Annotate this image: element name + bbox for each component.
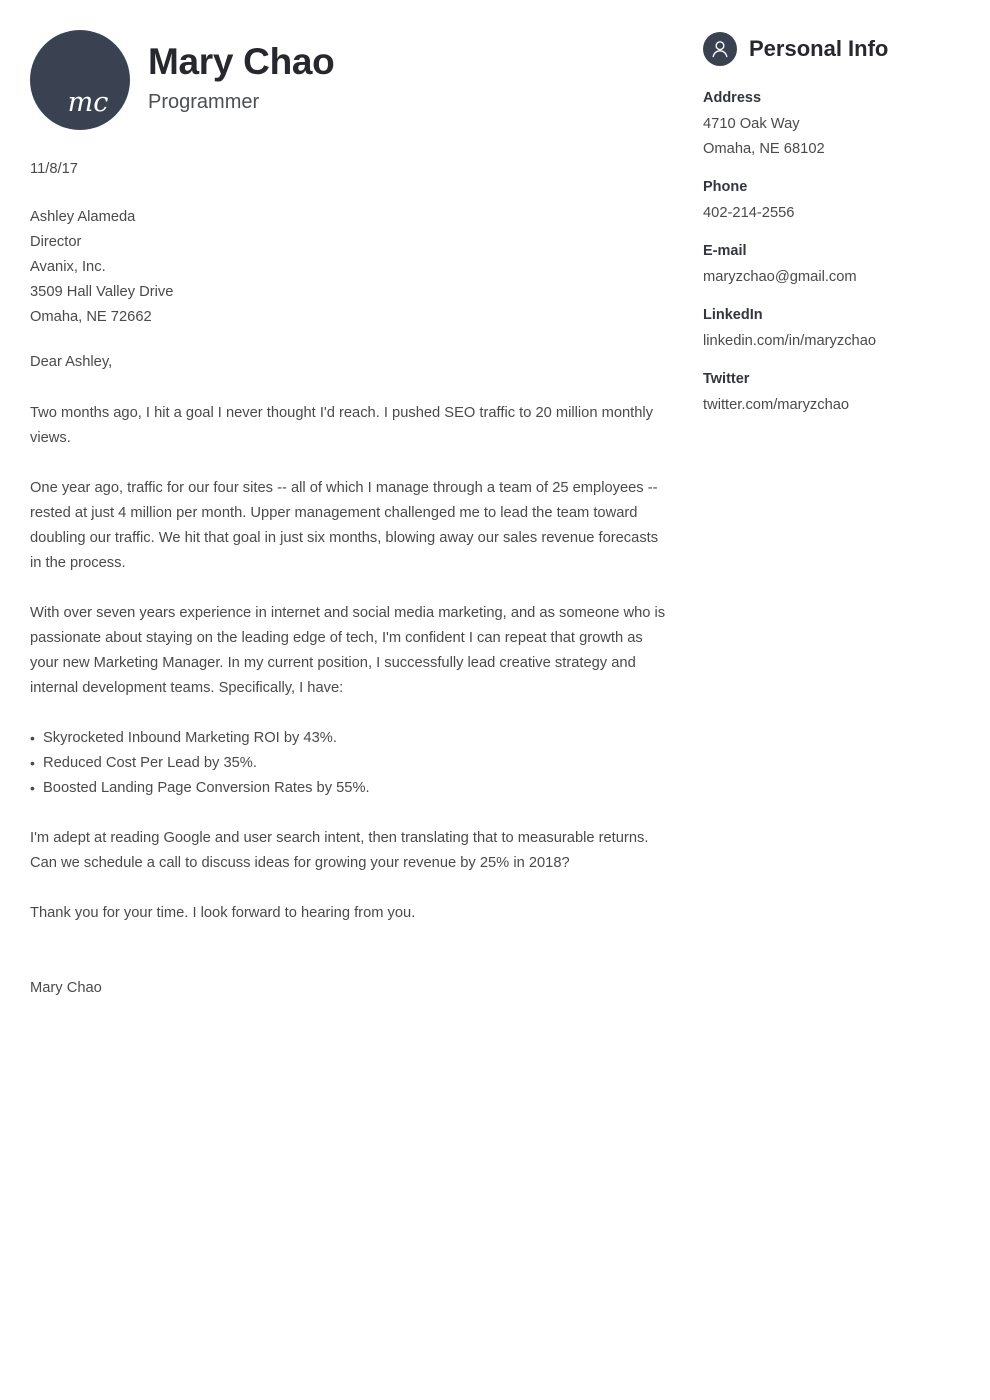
recipient-line: Ashley Alameda [30, 209, 136, 225]
info-value[interactable]: maryzchao@gmail.com [703, 269, 857, 285]
info-group-phone [703, 177, 963, 226]
recipient-line: Omaha, NE 72662 [30, 309, 152, 325]
recipient-line: Avanix, Inc. [30, 259, 106, 275]
info-label: Phone [703, 179, 748, 195]
person-icon [703, 32, 737, 66]
job-title: Programmer [148, 91, 260, 114]
header-text-block [148, 40, 335, 118]
info-group-address [703, 88, 963, 162]
body-paragraph: Two months ago, I hit a goal I never thought I'd reach. I pushed SEO traffic to 20 million monthly views. [30, 405, 654, 446]
closing-paragraph: I'm adept at reading Google and user search intent, then translating that to measurable returns. Can we schedule a call to discuss ideas for growing your revenue by 25% in 2018? [30, 830, 649, 871]
closing-paragraph: Thank you for your time. I look forward to hearing from you. [30, 905, 416, 921]
body-paragraph: With over seven years experience in internet and social media marketing, and as someone who is passionate about staying on the leading edge of tech, I'm confident I can repeat that growth as your new Marketing Manager. In my current position, I successfully lead creative strategy and internal development teams. Specifically, I have: [30, 605, 666, 696]
info-label: Twitter [703, 371, 750, 387]
recipient-block [30, 205, 670, 330]
list-item: • Skyrocketed Inbound Marketing ROI by 43%. [30, 726, 670, 751]
info-value[interactable]: linkedin.com/in/maryzchao [703, 333, 877, 349]
recipient-line: 3509 Hall Valley Drive [30, 284, 174, 300]
personal-info-sidebar [703, 32, 963, 433]
avatar-monogram: mc [67, 87, 109, 118]
recipient-line: Director [30, 234, 82, 250]
info-group-email [703, 241, 963, 290]
letter-body [30, 157, 670, 1001]
achievements-list [30, 726, 670, 801]
info-label: LinkedIn [703, 307, 763, 323]
page-title: Mary Chao [148, 40, 335, 82]
info-group-twitter [703, 369, 963, 418]
info-group-linkedin [703, 305, 963, 354]
info-label: Address [703, 90, 762, 106]
salutation: Dear Ashley, [30, 354, 113, 370]
sidebar-title: Personal Info [749, 36, 889, 61]
info-value: Omaha, NE 68102 [703, 141, 825, 157]
info-value[interactable]: twitter.com/maryzchao [703, 397, 850, 413]
info-value[interactable]: 402-214-2556 [703, 205, 795, 221]
info-value: 4710 Oak Way [703, 116, 800, 132]
list-item: • Reduced Cost Per Lead by 35%. [30, 751, 670, 776]
avatar [30, 30, 130, 130]
signature: Mary Chao [30, 980, 102, 996]
sidebar-header [703, 32, 963, 66]
list-item: • Boosted Landing Page Conversion Rates by 55%. [30, 776, 670, 801]
letter-date: 11/8/17 [30, 161, 78, 177]
info-label: E-mail [703, 243, 747, 259]
body-paragraph: One year ago, traffic for our four sites -- all of which I manage through a team of 25 employees -- rested at just 4 million per month. Upper management challenged me to lead the team toward doubling our traffic. We hit that goal in just six months, blowing away our sales revenue forecasts in the process. [30, 480, 659, 571]
letter-header [30, 30, 334, 130]
